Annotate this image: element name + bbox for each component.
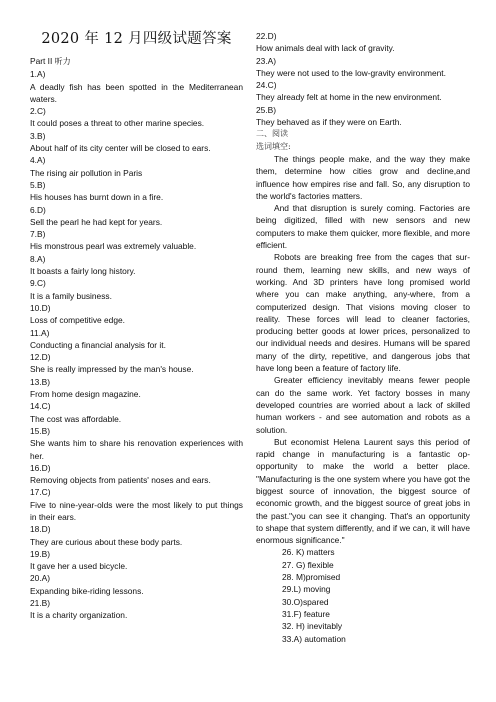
answer-number: 11.A) xyxy=(30,327,50,338)
left-column xyxy=(30,30,243,622)
passage-paragraph: And that disruption is surely coming. Factories are being digitized, filled with new sensors and new computers to make them quicker, more flexible, and more efficient. xyxy=(256,203,470,251)
answer-number: 17.C) xyxy=(30,487,51,498)
answer-text: Loss of competitive edge. xyxy=(30,315,125,326)
answer-text: It could poses a threat to other marine species. xyxy=(30,118,205,129)
answer-text: Sell the pearl he had kept for years. xyxy=(30,216,163,227)
answer-number: 9.C) xyxy=(30,278,46,289)
listening-heading xyxy=(30,55,243,68)
answer-number: 10.D) xyxy=(30,302,51,313)
answer-number: 19.B) xyxy=(30,548,51,559)
answer-number: 15.B) xyxy=(30,425,51,436)
word-answer: 27. G) flexible xyxy=(282,559,334,570)
listening-answers-right xyxy=(256,30,470,128)
right-column xyxy=(256,30,470,645)
answer-number: 16.D) xyxy=(30,462,51,473)
answer-text: His monstrous pearl was extremely valuable. xyxy=(30,241,197,252)
word-answer: 33.A) automation xyxy=(282,633,346,644)
passage-paragraph: Greater efficiency inevitably means fewer people can do the same work. Yet factory bosses in many developed countries are worried about a lack of skilled human workers - and see automation and robots as a solution. xyxy=(256,375,470,435)
answer-text: His houses has burnt down in a fire. xyxy=(30,192,164,203)
word-answer: 32. H) inevitably xyxy=(282,621,343,632)
answer-text: She wants him to share his renovation experiences with her. xyxy=(30,438,243,461)
reading-answers xyxy=(256,546,470,644)
answer-text: About half of its city center will be closed to ears. xyxy=(30,143,211,154)
answer-text: It boasts a fairly long history. xyxy=(30,266,136,277)
answer-number: 12.D) xyxy=(30,352,51,363)
answer-text: It gave her a used bicycle. xyxy=(30,561,128,572)
answer-number: 20.A) xyxy=(30,573,51,584)
reading-passage xyxy=(256,153,470,547)
answer-text: She is really impressed by the man's house. xyxy=(30,364,194,375)
passage-paragraph: But economist Helena Laurent says this period of rapid change in manufacturing is a fantastic op-opportunity to make the world a better place. "Manufacturing is the one system where you have got the biggest source of innovation, the biggest source of economic growth, and the biggest source of great jobs in the past."you can see it changing. That's an opportunity to shape that system differently, and if we can, it will have enormous significance." xyxy=(256,436,470,546)
word-answer: 31.F) feature xyxy=(282,608,330,619)
answer-number: 2.C) xyxy=(30,106,46,117)
reading-section-heading: 二、阅读 xyxy=(256,129,288,139)
answer-number: 14.C) xyxy=(30,401,51,412)
answer-text: They were not used to the low-gravity environment. xyxy=(256,67,446,78)
answer-number: 25.B) xyxy=(256,104,277,115)
answer-text: It is a family business. xyxy=(30,290,112,301)
answer-number: 3.B) xyxy=(30,130,46,141)
answer-number: 7.B) xyxy=(30,229,46,240)
passage-paragraph: Robots are breaking free from the cages that sur-round them, learning new skills, and new ways of working. And 3D printers have long promised world where you can make anything, any-where, from a computerized design. That visions moving closer to reality. These forces will lead to cleaner factories, producing better goods at lower prices, personalized to our individual needs and desires. Humans will be spared many of the dirty, repetitive, and dangerous jobs that have long been a feature of factory life. xyxy=(256,252,470,374)
answer-text: From home design magazine. xyxy=(30,389,141,400)
answer-text: How animals deal with lack of gravity. xyxy=(256,43,395,54)
answer-text: It is a charity organization. xyxy=(30,610,128,621)
answer-number: 6.D) xyxy=(30,204,46,215)
word-answer: 30.O)spared xyxy=(282,596,329,607)
listening-label: Part II xyxy=(30,56,53,66)
word-answer: 29.L) moving xyxy=(282,584,331,595)
answer-number: 21.B) xyxy=(30,598,51,609)
word-answer: 28. M)promised xyxy=(282,572,341,583)
listening-label-cn: 听力 xyxy=(54,57,71,66)
answer-text: Removing objects from patients' noses and ears. xyxy=(30,475,211,486)
answer-text: A deadly fish has been spotted in the Mediterranean waters. xyxy=(30,81,243,104)
answer-number: 22.D) xyxy=(256,31,277,41)
listening-answers-left xyxy=(30,68,243,621)
answer-number: 5.B) xyxy=(30,179,46,190)
answer-number: 8.A) xyxy=(30,253,46,264)
answer-number: 1.A) xyxy=(30,69,46,80)
answer-text: The rising air pollution in Paris xyxy=(30,167,143,178)
answer-text: They are curious about these body parts. xyxy=(30,536,183,547)
page-title: 2020 年 12 月四级试题答案 xyxy=(41,31,232,47)
answer-number: 4.A) xyxy=(30,155,46,166)
answer-text: They behaved as if they were on Earth. xyxy=(256,117,402,128)
word-answer: 26. K) matters xyxy=(282,547,335,558)
answer-text: Expanding bike-riding lessons. xyxy=(30,585,144,596)
passage-paragraph: The things people make, and the way they make them, determine how cities grow and decline,and influence how empires rise and fall. So, any disruption to the world's factories matters. xyxy=(256,153,470,201)
answer-number: 24.C) xyxy=(256,80,277,91)
answer-number: 18.D) xyxy=(30,524,51,535)
answer-text: The cost was affordable. xyxy=(30,413,122,424)
answer-text: They already felt at home in the new environment. xyxy=(256,92,442,103)
answer-text: Conducting a financial analysis for it. xyxy=(30,339,166,350)
answer-number: 13.B) xyxy=(30,376,51,387)
answer-text: Five to nine-year-olds were the most likely to put things in their ears. xyxy=(30,499,243,522)
answer-number: 23.A) xyxy=(256,55,277,66)
reading-subheading: 选词填空: xyxy=(256,141,291,151)
